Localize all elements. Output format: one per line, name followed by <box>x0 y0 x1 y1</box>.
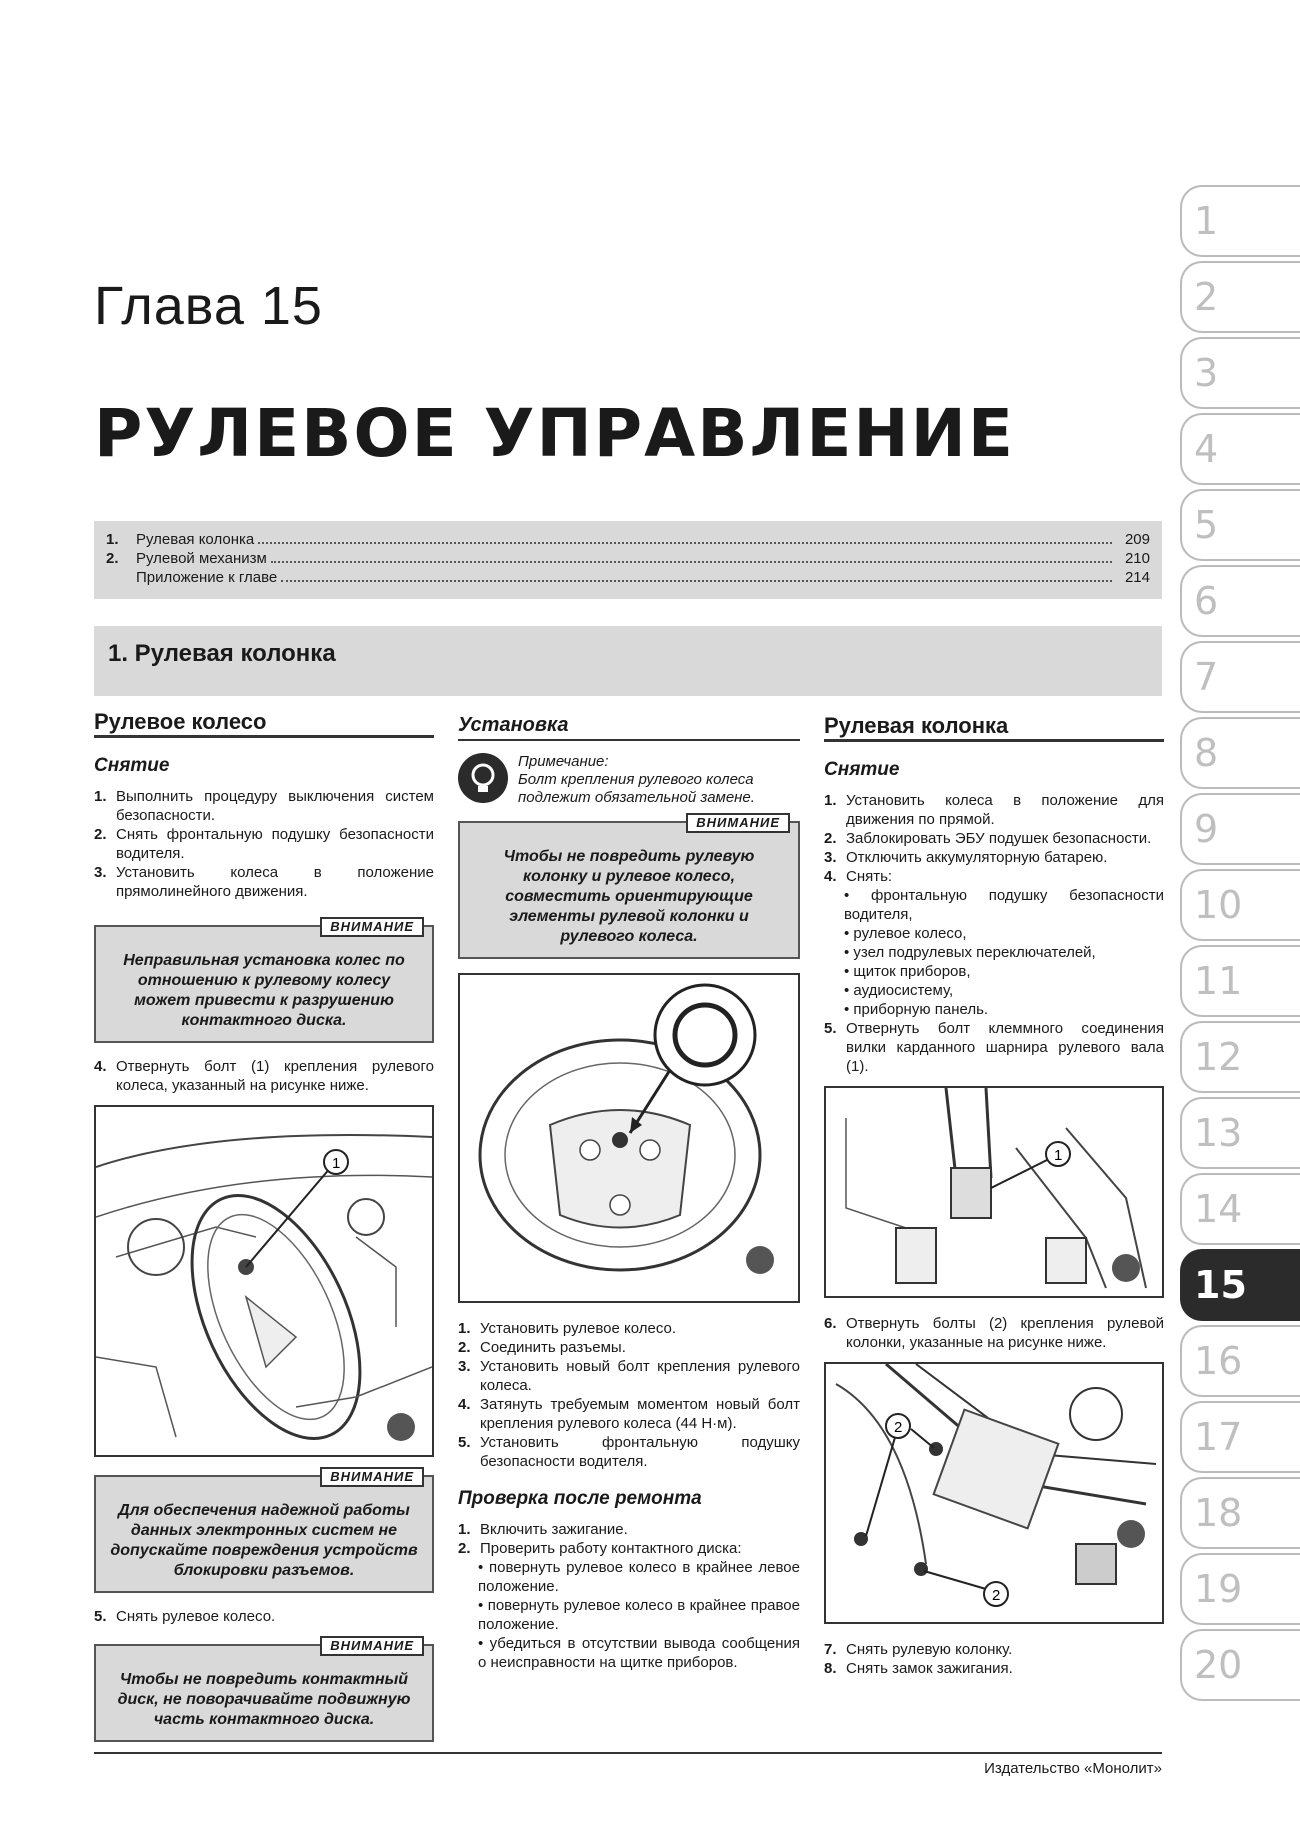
list-item: 4. Снять: <box>824 868 893 885</box>
column-installation <box>458 716 800 1672</box>
list-item: 1. Включить зажигание. <box>458 1521 628 1538</box>
warning-box <box>458 815 800 959</box>
footer-publisher: Издательство «Монолит» <box>984 1760 1162 1777</box>
toc-title: Рулевой механизм <box>136 550 267 567</box>
list-item: 6. Отвернуть болты (2) крепления рулевой колонки, указанные на рисунке ниже. <box>824 1315 1164 1351</box>
toc-row[interactable] <box>106 531 1150 550</box>
footer-divider <box>94 1752 1162 1754</box>
chapter-tab-5[interactable]: 5 <box>1180 489 1300 561</box>
bullet-item: • повернуть рулевое колесо в крайнее правое положение. <box>478 1597 800 1633</box>
steering-column-illustration <box>826 1364 1162 1622</box>
list-item: 2. Проверить работу контактного диска: <box>458 1540 742 1557</box>
column-steering-wheel <box>94 709 434 1756</box>
chapter-tab-13[interactable]: 13 <box>1180 1097 1300 1169</box>
warning-tag: ВНИМАНИЕ <box>320 917 424 937</box>
chapter-tab-15[interactable]: 15 <box>1180 1249 1300 1321</box>
chapter-tab-8[interactable]: 8 <box>1180 717 1300 789</box>
toc-row[interactable] <box>106 569 1150 588</box>
figure-steering-wheel <box>458 973 800 1303</box>
heading-steering-column: Рулевая колонка <box>824 716 1164 742</box>
figure-steering-column-bolts <box>824 1362 1164 1624</box>
toc-dots <box>271 561 1112 563</box>
chapter-title: РУЛЕВОЕ УПРАВЛЕНИЕ <box>94 395 1015 472</box>
steering-wheel-illustration <box>460 975 798 1301</box>
chapter-tab-10[interactable]: 10 <box>1180 869 1300 941</box>
callout-number: 2 <box>992 1587 1001 1604</box>
toc-page: 209 <box>1124 531 1150 548</box>
list-item: 2. Соединить разъемы. <box>458 1339 626 1356</box>
warning-text: Неправильная установка колес по отношению к рулевому колесу может привести к разрушению контактного диска. <box>123 952 405 1029</box>
toc-page: 210 <box>1124 550 1150 567</box>
heading-steering-wheel: Рулевое колесо <box>94 712 434 738</box>
list-item: 7. Снять рулевую колонку. <box>824 1641 1013 1658</box>
table-of-contents <box>94 521 1162 599</box>
list-item: 1. Установить рулевое колесо. <box>458 1320 677 1337</box>
toc-dots <box>281 580 1112 582</box>
chapter-tab-7[interactable]: 7 <box>1180 641 1300 713</box>
lightbulb-icon <box>458 753 508 803</box>
list-item: 3. Установить колеса в положение прямолинейного движения. <box>94 864 434 900</box>
bullet-item: • убедиться в отсутствии вывода сообщения о неисправности на щитке приборов. <box>478 1635 800 1671</box>
chapter-tab-6[interactable]: 6 <box>1180 565 1300 637</box>
list-item: 3. Установить новый болт крепления рулевого колеса. <box>458 1358 800 1394</box>
chapter-tab-9[interactable]: 9 <box>1180 793 1300 865</box>
chapter-tab-11[interactable]: 11 <box>1180 945 1300 1017</box>
cardan-joint-illustration <box>826 1088 1162 1296</box>
dashboard-illustration <box>96 1107 432 1455</box>
bullet-item: • приборную панель. <box>844 1001 989 1018</box>
warning-text: Для обеспечения надежной работы данных электронных систем не допускайте повреждения устройств блокировки разъемов. <box>110 1502 418 1579</box>
list-item: 4. Отвернуть болт (1) крепления рулевого колеса, указанный на рисунке ниже. <box>94 1058 434 1094</box>
note-block <box>458 753 800 807</box>
list-item: 4. Затянуть требуемым моментом новый болт крепления рулевого колеса (44 Н·м). <box>458 1396 800 1432</box>
chapter-tab-17[interactable]: 17 <box>1180 1401 1300 1473</box>
bullet-item: • повернуть рулевое колесо в крайнее левое положение. <box>478 1559 800 1595</box>
list-item: 1. Выполнить процедуру выключения систем безопасности. <box>94 788 434 824</box>
note-text: Болт крепления рулевого колеса подлежит обязательной замене. <box>518 771 755 806</box>
list-item: 3. Отключить аккумуляторную батарею. <box>824 849 1108 866</box>
warning-tag: ВНИМАНИЕ <box>686 813 790 833</box>
chapter-label: Глава 15 <box>94 276 323 336</box>
chapter-tabs <box>1180 185 1300 1705</box>
chapter-tab-2[interactable]: 2 <box>1180 261 1300 333</box>
figure-dashboard <box>94 1105 434 1457</box>
chapter-tab-14[interactable]: 14 <box>1180 1173 1300 1245</box>
heading-removal: Снятие <box>94 755 170 776</box>
bullet-item: • щиток приборов, <box>844 963 971 980</box>
toc-num: 1. <box>106 531 119 548</box>
callout-number: 2 <box>894 1419 903 1436</box>
warning-box <box>94 1469 434 1593</box>
toc-title: Рулевая колонка <box>136 531 255 548</box>
warning-box <box>94 919 434 1043</box>
bullet-item: • аудиосистему, <box>844 982 954 999</box>
toc-dots <box>258 542 1112 544</box>
warning-box <box>94 1638 434 1742</box>
section-title: 1. Рулевая колонка <box>94 626 1162 696</box>
toc-row[interactable] <box>106 550 1150 569</box>
bullet-item: • узел подрулевых переключателей, <box>844 944 1096 961</box>
list-item: 1. Установить колеса в положение для движения по прямой. <box>824 792 1164 828</box>
toc-num: 2. <box>106 550 119 567</box>
callout-number: 1 <box>332 1155 341 1172</box>
list-item: 2. Снять фронтальную подушку безопасности водителя. <box>94 826 434 862</box>
figure-cardan-joint <box>824 1086 1164 1298</box>
list-item: 5. Отвернуть болт клеммного соединения вилки карданного шарнира рулевого вала (1). <box>824 1020 1164 1075</box>
warning-tag: ВНИМАНИЕ <box>320 1636 424 1656</box>
chapter-tab-12[interactable]: 12 <box>1180 1021 1300 1093</box>
list-item: 5. Снять рулевое колесо. <box>94 1608 276 1625</box>
chapter-tab-16[interactable]: 16 <box>1180 1325 1300 1397</box>
callout-number: 1 <box>1054 1147 1063 1164</box>
bullet-item: • рулевое колесо, <box>844 925 967 942</box>
list-item: 2. Заблокировать ЭБУ подушек безопасности. <box>824 830 1152 847</box>
warning-text: Чтобы не повредить контактный диск, не поворачивайте подвижную часть контактного диска. <box>117 1671 411 1728</box>
note-label: Примечание: <box>518 753 609 770</box>
column-steering-column <box>824 713 1164 1678</box>
warning-tag: ВНИМАНИЕ <box>320 1467 424 1487</box>
chapter-tab-4[interactable]: 4 <box>1180 413 1300 485</box>
list-item: 8. Снять замок зажигания. <box>824 1660 1013 1677</box>
heading-check-after-repair: Проверка после ремонта <box>458 1488 702 1509</box>
chapter-tab-18[interactable]: 18 <box>1180 1477 1300 1549</box>
chapter-tab-3[interactable]: 3 <box>1180 337 1300 409</box>
toc-page: 214 <box>1124 569 1150 586</box>
list-item: 5. Установить фронтальную подушку безопасности водителя. <box>458 1434 800 1470</box>
chapter-tab-1[interactable]: 1 <box>1180 185 1300 257</box>
chapter-tab-19[interactable]: 19 <box>1180 1553 1300 1625</box>
bullet-item: • фронтальную подушку безопасности водителя, <box>844 887 1164 923</box>
warning-text: Чтобы не повредить рулевую колонку и рулевое колесо, совместить ориентирующие элементы рулевой колонки и рулевого колеса. <box>503 848 755 945</box>
heading-removal: Снятие <box>824 759 900 780</box>
toc-title: Приложение к главе <box>136 569 278 586</box>
heading-installation: Установка <box>458 716 800 741</box>
chapter-tab-20[interactable]: 20 <box>1180 1629 1300 1701</box>
